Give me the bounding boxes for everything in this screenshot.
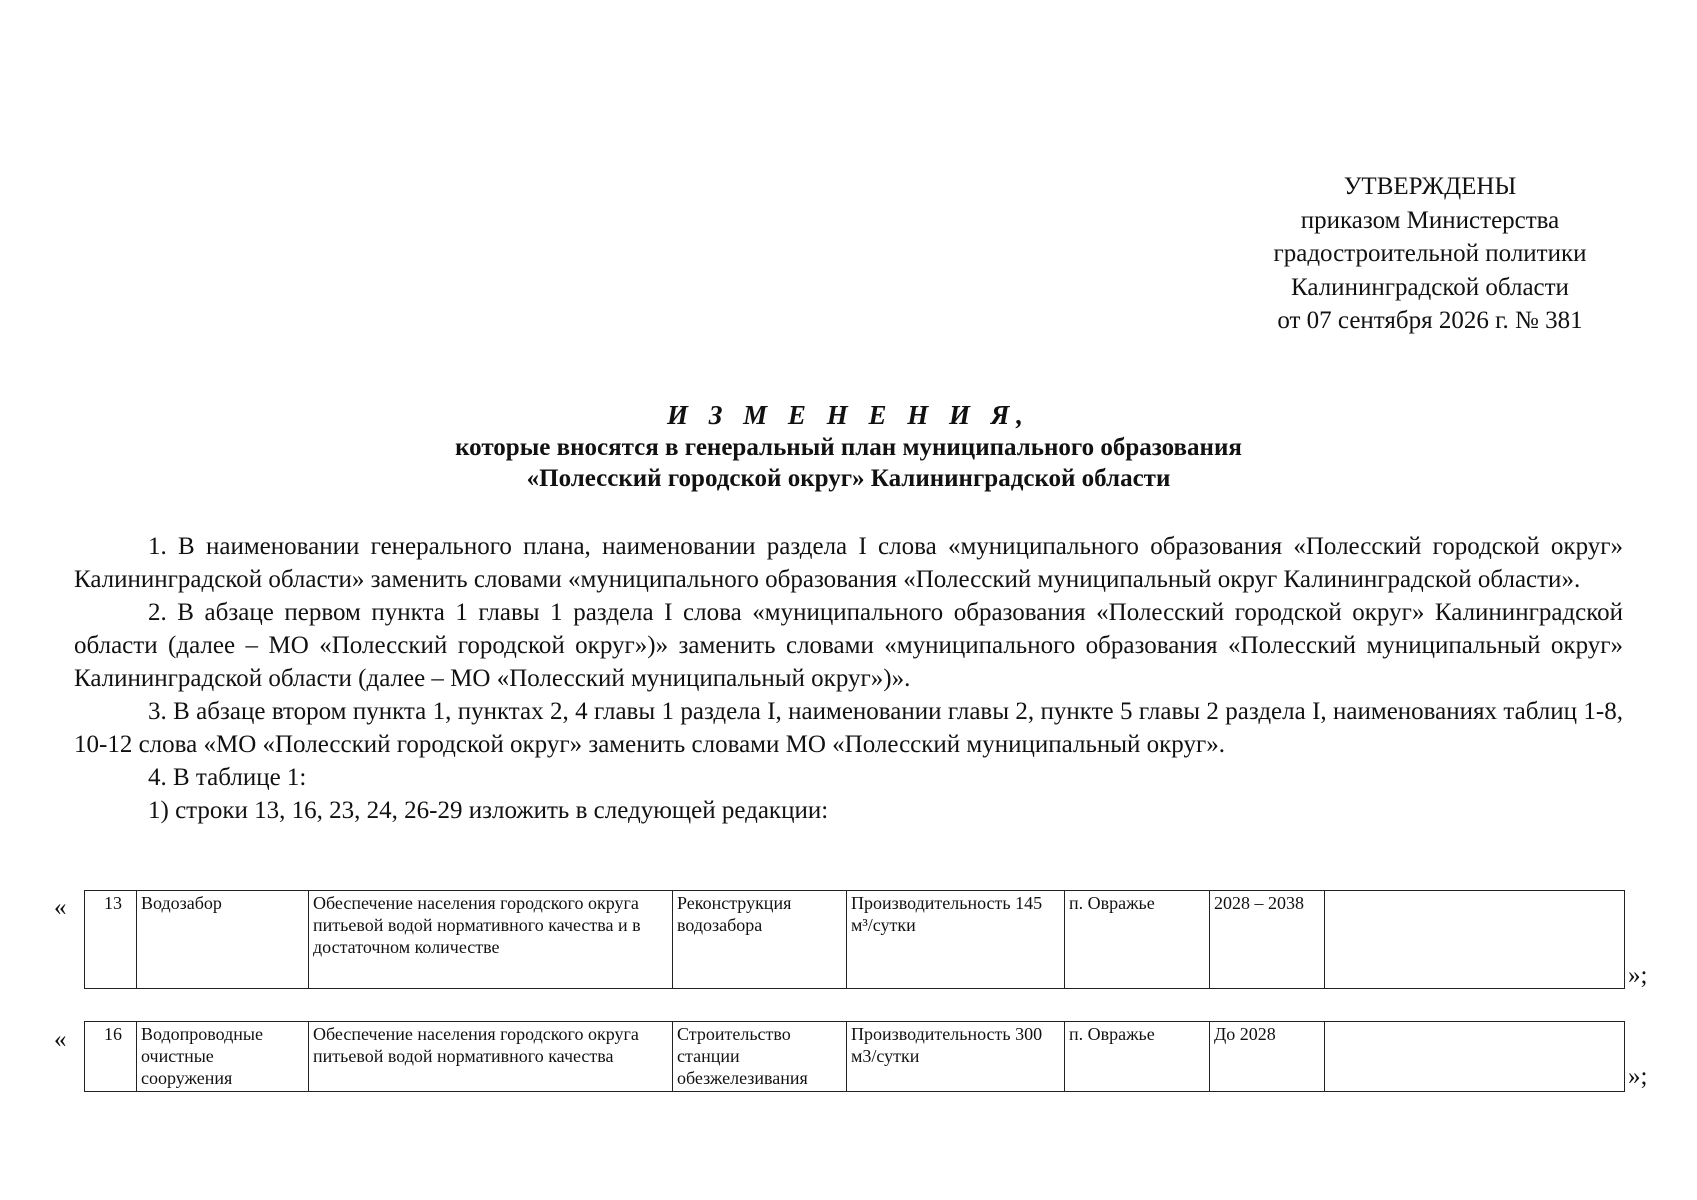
document-heading: [0, 398, 1697, 494]
approval-line-3: градостроительной политики: [1273, 240, 1587, 267]
document-subtitle-2: «Полесский городской округ» Калининградской области: [526, 465, 1171, 492]
document-title: И З М Е Н Е Н И Я,: [666, 400, 1031, 430]
table-row: [85, 1022, 1625, 1092]
paragraph-1: 1. В наименовании генерального плана, наименовании раздела I слова «муниципального образования «Полесский городской округ» Калининградской области» заменить словами «муниципального образования «Полесский муниципальный округ Калининградской области».: [74, 533, 1623, 593]
row-period: 2028 – 2038: [1210, 891, 1325, 989]
quote-open-row-13: «: [54, 894, 67, 921]
row-action: Строительство станции обезжелезивания: [673, 1022, 847, 1092]
approval-line-4: Калининградской области: [1291, 273, 1569, 301]
document-subtitle-1: которые вносятся в генеральный план муниципального образования: [455, 434, 1242, 461]
row-note: [1325, 891, 1625, 989]
approval-stamp: [1240, 170, 1620, 338]
row-capacity: Производительность 145 м³/сутки: [847, 891, 1065, 989]
row-object: Водопроводные очистные сооружения: [137, 1022, 309, 1092]
approval-line-2: приказом Министерства: [1300, 206, 1560, 234]
row-location: п. Овражье: [1065, 1022, 1210, 1092]
row-purpose: Обеспечение населения городского округа питьевой водой нормативного качества и в достаточном количестве: [309, 891, 673, 989]
row-number: 16: [85, 1022, 137, 1092]
document-body: [74, 530, 1623, 827]
row-object: Водозабор: [137, 891, 309, 989]
quote-close-row-13: »;: [1628, 962, 1648, 989]
table-row: [85, 891, 1625, 989]
quote-open-row-16: «: [54, 1026, 67, 1053]
table-row-13: [84, 890, 1625, 989]
approval-line-5: от 07 сентября 2026 г. № 381: [1277, 307, 1583, 334]
row-number: 13: [85, 891, 137, 989]
approval-line-1: УТВЕРЖДЕНЫ: [1343, 173, 1517, 200]
table-row-16: [84, 1021, 1625, 1092]
row-note: [1325, 1022, 1625, 1092]
row-action: Реконструкция водозабора: [673, 891, 847, 989]
paragraph-5: 1) строки 13, 16, 23, 24, 26-29 изложить в следующей редакции:: [148, 797, 829, 824]
paragraph-2: 2. В абзаце первом пункта 1 главы 1 раздела I слова «муниципального образования «Полесский городской округ» Калининградской области (далее – МО «Полесский городской округ»)» заменить словами «муниципального образования «Полесский муниципальный округ» Калининградской области (далее – МО «Полесский муниципальный округ»)».: [74, 599, 1623, 692]
row-location: п. Овражье: [1065, 891, 1210, 989]
row-capacity: Производительность 300 м3/сутки: [847, 1022, 1065, 1092]
row-period: До 2028: [1210, 1022, 1325, 1092]
row-purpose: Обеспечение населения городского округа питьевой водой нормативного качества: [309, 1022, 673, 1092]
paragraph-3: 3. В абзаце втором пункта 1, пунктах 2, 4 главы 1 раздела I, наименовании главы 2, пункте 5 главы 2 раздела I, наименованиях таблиц 1-8, 10-12 слова «МО «Полесский городской округ» заменить словами МО «Полесский муниципальный округ».: [74, 698, 1623, 758]
quote-close-row-16: »;: [1628, 1063, 1648, 1090]
paragraph-4: 4. В таблице 1:: [148, 764, 307, 791]
